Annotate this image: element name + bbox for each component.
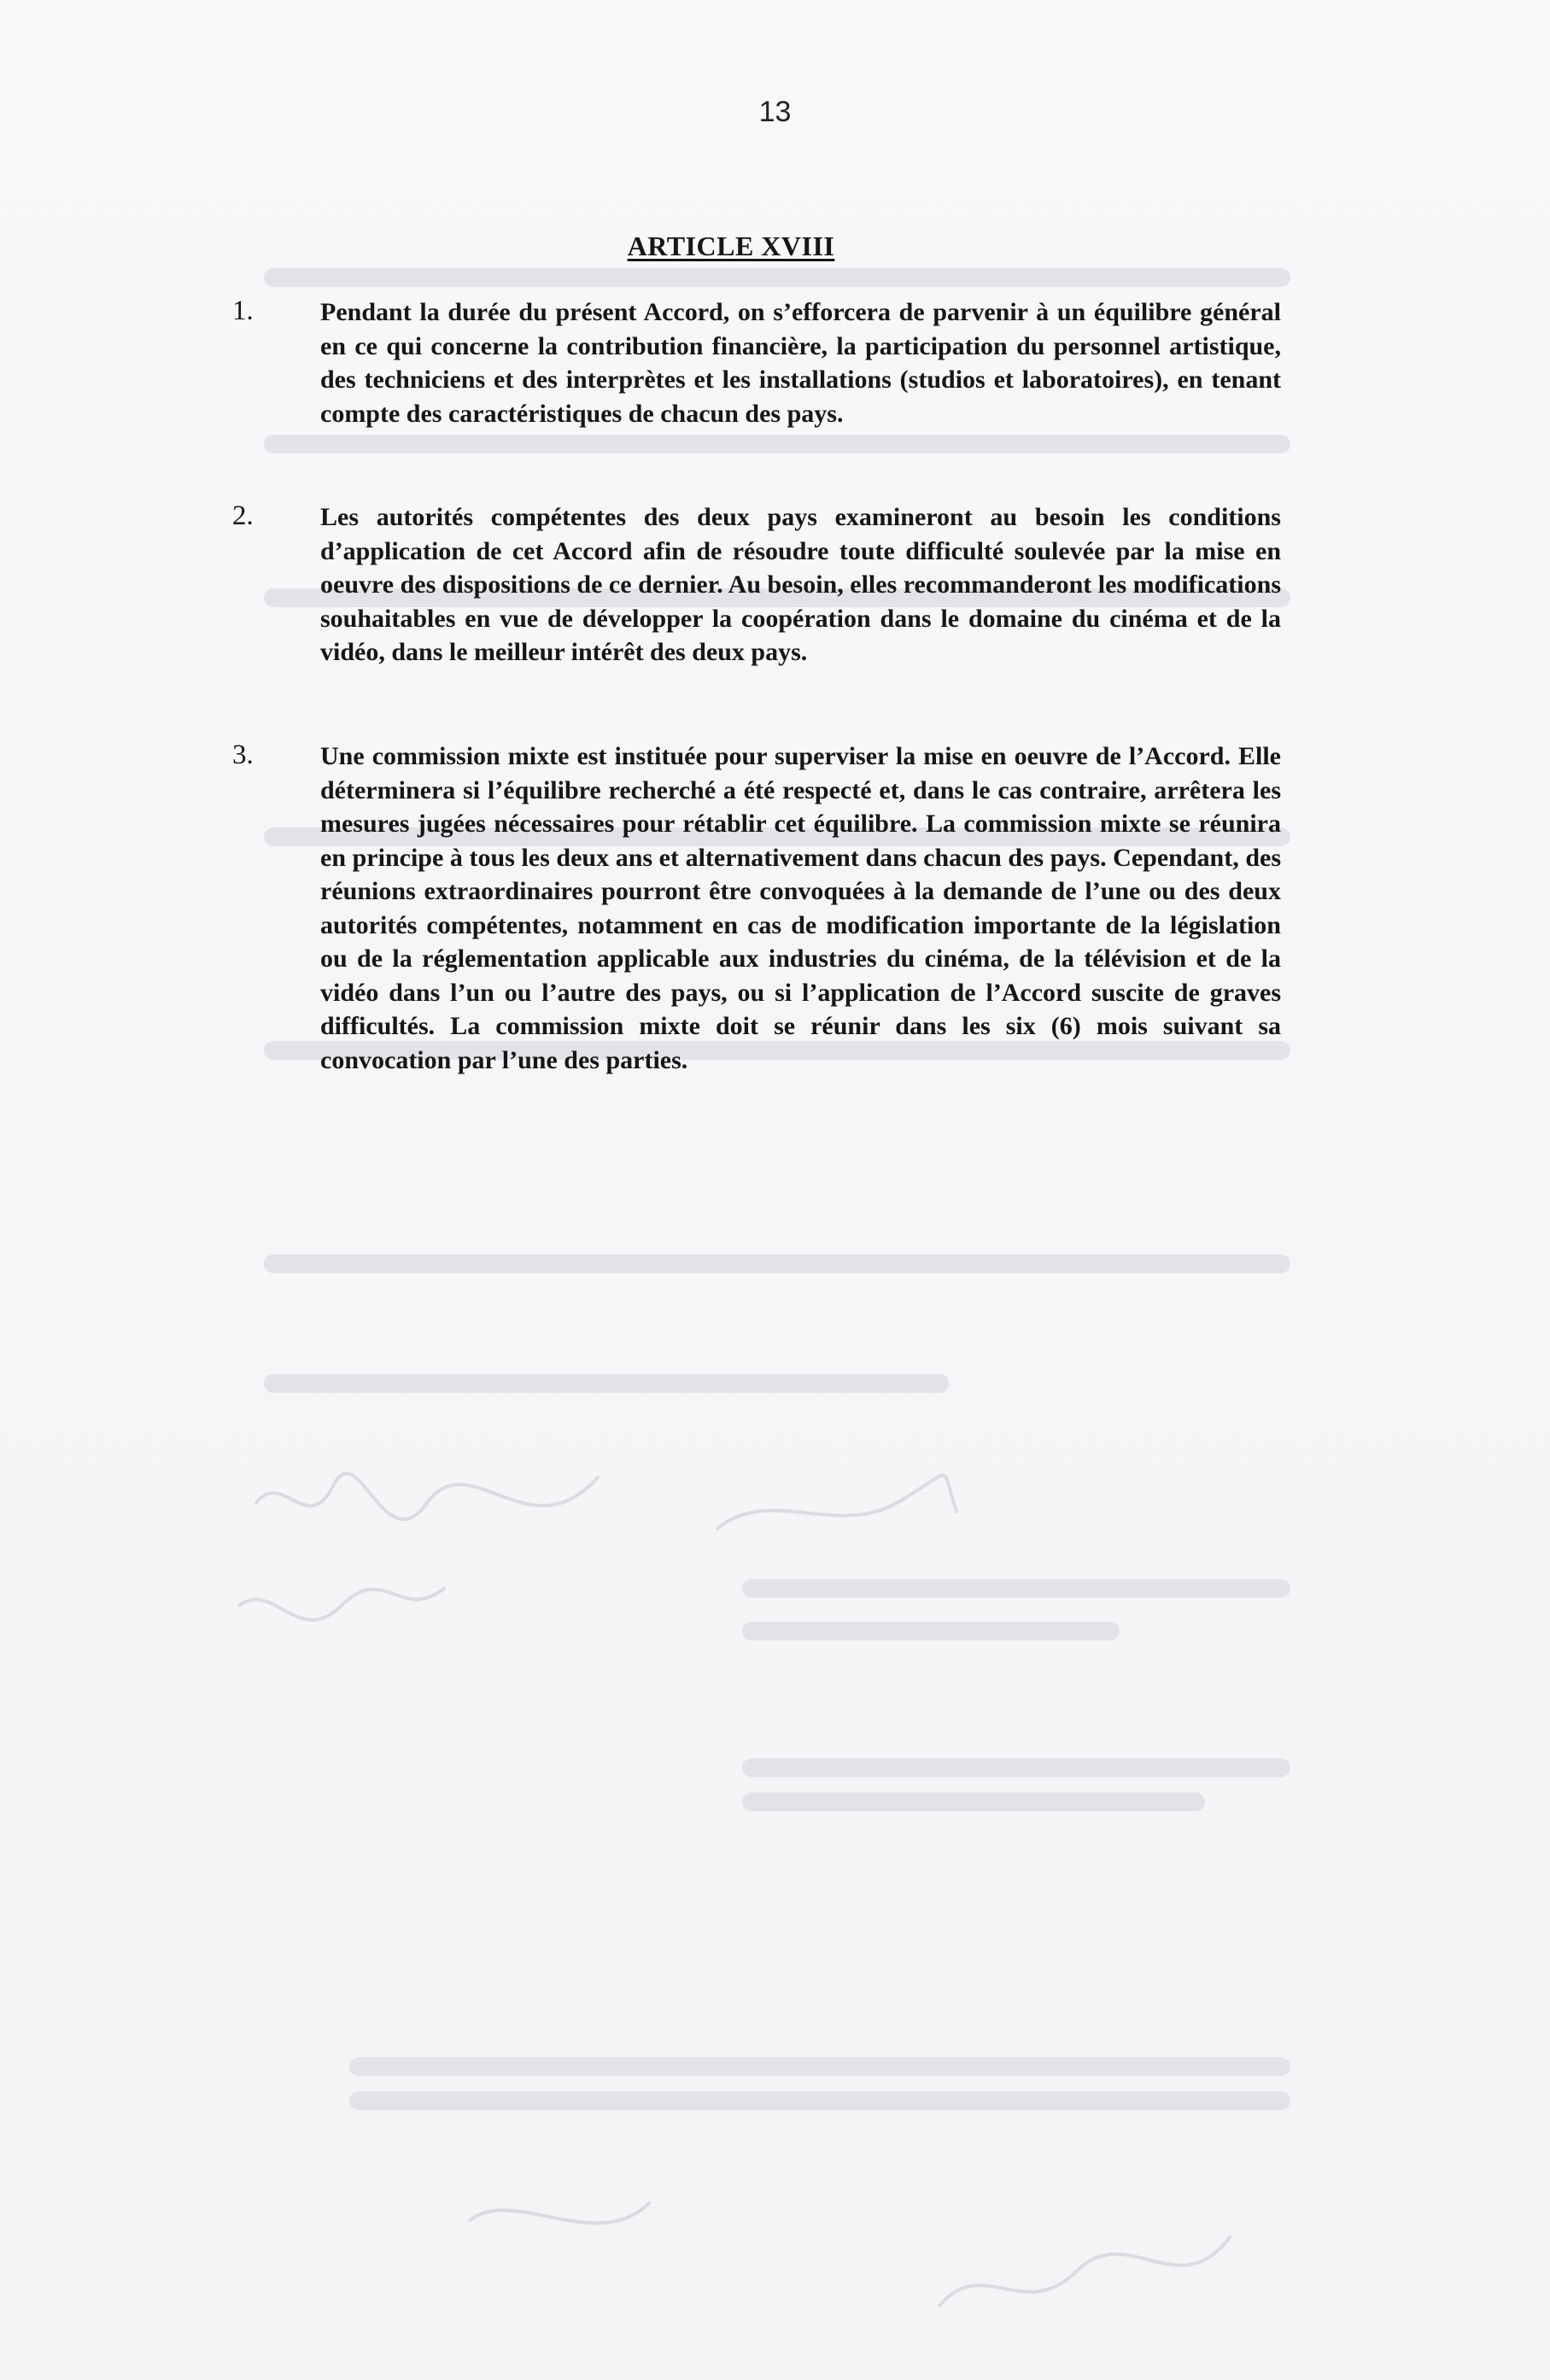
clause-text: Une commission mixte est instituée pour superviser la mise en oeuvre de l’Accord. Elle déterminera si l’équilibre recherché a été respecté et, dans le cas contraire, arrêtera les mesures jugées nécessaires pour rétablir cet équilibre. La commission mixte se réunira en principe à tous les deux ans et alternativement dans chacun des pays. Cependant, des réunions extraordinaires pourront être convoquées à la demande de l’une ou des deux autorités compétentes, notamment en cas de modification importante de la législation ou de la réglementation applicable aux industries du cinéma, de la télévision et de la vidéo dans l’un ou l’autre des pays, ou si l’application de l’Accord suscite de graves difficultés. La commission mixte doit se réunir dans les six (6) mois suivant sa convocation par l’une des parties. <box>320 742 1281 1074</box>
article-title: ARTICLE XVIII <box>627 231 835 261</box>
clause-text: Les autorités compétentes des deux pays examineront au besoin les conditions d’application de cet Accord afin de résoudre toute difficulté soulevée par la mise en oeuvre des dispositions de ce dernier. Au besoin, elles recommanderont les modifications souhaitables en vue de développer la coopération dans le domaine du cinéma et de la vidéo, dans le meilleur intérêt des deux pays. <box>320 503 1281 666</box>
clause-number: 2. <box>232 500 254 531</box>
clause-text: Pendant la durée du présent Accord, on s’efforcera de parvenir à un équilibre général en ce qui concerne la contribution financière, la participation du personnel artistique, des techniciens et des interprètes et les installations (studios et laboratoires), en tenant compte des caractéristiques de chacun des pays. <box>320 298 1281 428</box>
clause-number: 1. <box>232 295 254 326</box>
page-number: 13 <box>758 96 792 128</box>
clause-number: 3. <box>232 740 254 770</box>
